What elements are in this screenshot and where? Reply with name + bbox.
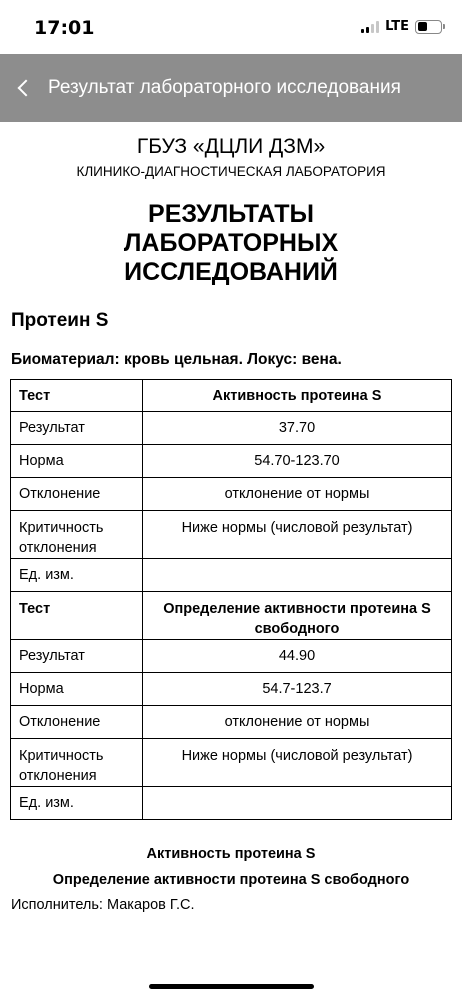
battery-level xyxy=(418,22,428,31)
footer-test-name: Активность протеина S xyxy=(146,846,316,862)
table-row xyxy=(11,787,452,820)
back-button[interactable] xyxy=(0,77,401,99)
row-label: Ед. изм. xyxy=(11,787,143,820)
page-title: Результат лабораторного исследования xyxy=(48,77,401,98)
biomaterial-info: Биоматериал: кровь цельная. Локус: вена. xyxy=(11,351,342,368)
chevron-left-icon xyxy=(18,80,35,97)
criticality-value: Ниже нормы (числовой результат) xyxy=(143,739,452,787)
row-label: Отклонение xyxy=(11,706,143,739)
results-table xyxy=(10,379,452,820)
result-value: 37.70 xyxy=(143,412,452,445)
unit-value xyxy=(143,787,452,820)
norm-value: 54.7-123.7 xyxy=(143,673,452,706)
table-row xyxy=(11,592,452,640)
report-title-line: ИССЛЕДОВАНИЙ xyxy=(124,258,338,286)
test-name: Протеин S xyxy=(11,310,109,331)
table-row xyxy=(11,739,452,787)
test-header-label: Тест xyxy=(11,380,143,412)
row-label: Норма xyxy=(11,445,143,478)
table-row xyxy=(11,511,452,559)
organization-name: ГБУЗ «ДЦЛИ ДЗМ» xyxy=(136,135,326,158)
navigation-bar xyxy=(0,54,462,122)
organization-subtitle: КЛИНИКО-ДИАГНОСТИЧЕСКАЯ ЛАБОРАТОРИЯ xyxy=(76,164,386,179)
row-label: Норма xyxy=(11,673,143,706)
table-row xyxy=(11,412,452,445)
test-header-label: Тест xyxy=(11,592,143,640)
footer-test-name: Определение активности протеина S свободного xyxy=(52,872,410,888)
report-title-line: ЛАБОРАТОРНЫХ xyxy=(123,229,339,257)
criticality-value: Ниже нормы (числовой результат) xyxy=(143,511,452,559)
home-indicator[interactable] xyxy=(149,984,314,989)
table-row xyxy=(11,445,452,478)
report-title-line: РЕЗУЛЬТАТЫ xyxy=(148,200,314,228)
test-header-value: Определение активности протеина S свободного xyxy=(143,592,452,640)
table-row xyxy=(11,673,452,706)
row-label: Отклонение xyxy=(11,478,143,511)
status-bar xyxy=(0,0,462,54)
result-value: 44.90 xyxy=(143,640,452,673)
test-header-value: Активность протеина S xyxy=(143,380,452,412)
network-type: LTE xyxy=(385,19,409,34)
row-label: Результат xyxy=(11,640,143,673)
status-time: 17:01 xyxy=(34,17,95,39)
unit-value xyxy=(143,559,452,592)
row-label: Критичность отклонения xyxy=(11,739,143,787)
status-indicators xyxy=(361,19,442,34)
table-row xyxy=(11,478,452,511)
deviation-value: отклонение от нормы xyxy=(143,706,452,739)
executor: Исполнитель: Макаров Г.С. xyxy=(11,897,195,913)
row-label: Критичность отклонения xyxy=(11,511,143,559)
table-row xyxy=(11,640,452,673)
deviation-value: отклонение от нормы xyxy=(143,478,452,511)
table-row xyxy=(11,559,452,592)
report-title xyxy=(0,200,462,287)
row-label: Ед. изм. xyxy=(11,559,143,592)
table-row xyxy=(11,706,452,739)
table-row xyxy=(11,380,452,412)
battery-icon xyxy=(415,20,442,34)
row-label: Результат xyxy=(11,412,143,445)
norm-value: 54.70-123.70 xyxy=(143,445,452,478)
signal-icon xyxy=(361,21,379,33)
